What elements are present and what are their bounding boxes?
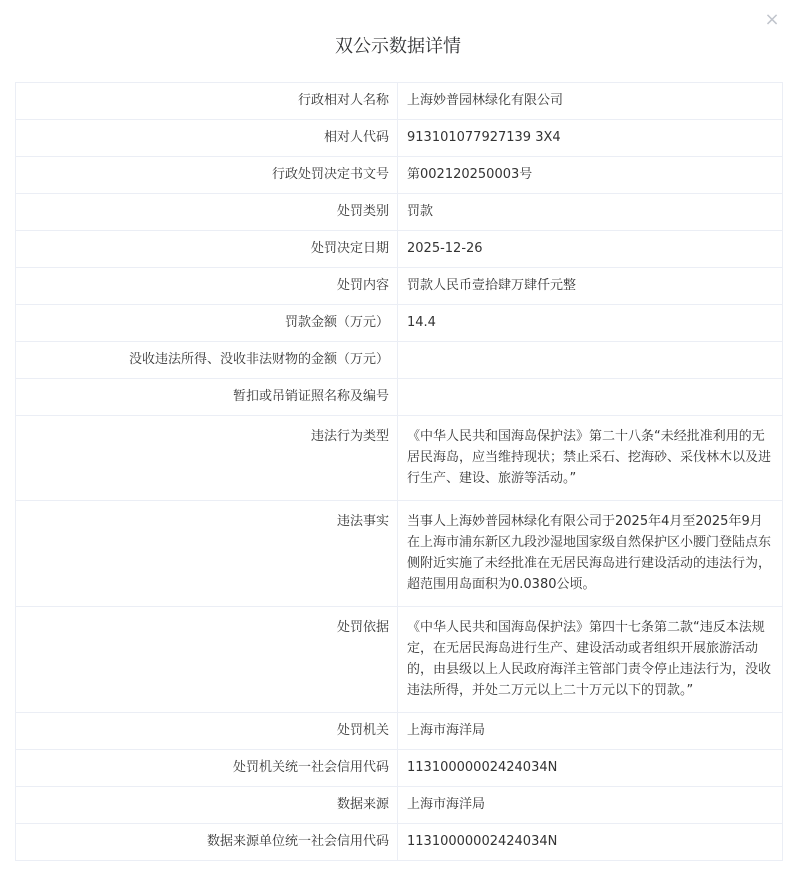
table-row [16,607,783,713]
table-row [16,824,783,861]
table-row [16,268,783,305]
row-label-penalty-basis: 处罚依据 [16,607,398,713]
table-row [16,750,783,787]
row-value-fine-amount: 14.4 [398,305,783,342]
table-row [16,787,783,824]
row-value-penalty-basis: 《中华人民共和国海岛保护法》第四十七条第二款“违反本法规定，在无居民海岛进行生产、建设活动或者组织开展旅游活动的，由县级以上人民政府海洋主管部门责令停止违法行为，没收违法所得，并处二万元以上二十万元以下的罚款。” [398,607,783,713]
row-label-authority-credit-code: 处罚机关统一社会信用代码 [16,750,398,787]
row-label-source-credit-code: 数据来源单位统一社会信用代码 [16,824,398,861]
row-label-confiscation-amount: 没收违法所得、没收非法财物的金额（万元） [16,342,398,379]
row-label-party-code: 相对人代码 [16,120,398,157]
row-label-fine-amount: 罚款金额（万元） [16,305,398,342]
row-value-violation-type: 《中华人民共和国海岛保护法》第二十八条“未经批准利用的无居民海岛，应当维持现状；禁止采石、挖海砂、采伐林木以及进行生产、建设、旅游等活动。” [398,416,783,501]
table-row [16,231,783,268]
table-row [16,157,783,194]
row-label-penalty-category: 处罚类别 [16,194,398,231]
row-label-decision-date: 处罚决定日期 [16,231,398,268]
table-row [16,194,783,231]
row-value-data-source: 上海市海洋局 [398,787,783,824]
row-label-penalty-authority: 处罚机关 [16,713,398,750]
row-label-administrative-party-name: 行政相对人名称 [16,83,398,120]
row-label-data-source: 数据来源 [16,787,398,824]
row-value-authority-credit-code: 11310000002424034N [398,750,783,787]
table-row [16,342,783,379]
row-value-party-code: 913101077927139 3X4 [398,120,783,157]
table-row [16,83,783,120]
row-label-penalty-content: 处罚内容 [16,268,398,305]
row-value-violation-facts: 当事人上海妙普园林绿化有限公司于2025年4月至2025年9月在上海市浦东新区九段沙湿地国家级自然保护区小腰门登陆点东侧附近实施了未经批准在无居民海岛进行建设活动的违法行为，超范围用岛面积为0.0380公顷。 [398,501,783,607]
row-value-license-revoked [398,379,783,416]
row-label-license-revoked: 暂扣或吊销证照名称及编号 [16,379,398,416]
row-label-violation-facts: 违法事实 [16,501,398,607]
table-row [16,379,783,416]
detail-table [15,82,783,861]
dialog-title: 双公示数据详情 [335,36,461,57]
table-row [16,713,783,750]
row-value-penalty-authority: 上海市海洋局 [398,713,783,750]
row-value-administrative-party-name: 上海妙普园林绿化有限公司 [398,83,783,120]
row-value-confiscation-amount [398,342,783,379]
row-value-decision-number: 第002120250003号 [398,157,783,194]
table-row [16,305,783,342]
table-row [16,120,783,157]
row-value-decision-date: 2025-12-26 [398,231,783,268]
table-row [16,501,783,607]
row-label-violation-type: 违法行为类型 [16,416,398,501]
close-icon[interactable]: × [764,9,780,30]
row-value-source-credit-code: 11310000002424034N [398,824,783,861]
row-value-penalty-content: 罚款人民币壹拾肆万肆仟元整 [398,268,783,305]
row-value-penalty-category: 罚款 [398,194,783,231]
table-row [16,416,783,501]
row-label-decision-number: 行政处罚决定书文号 [16,157,398,194]
